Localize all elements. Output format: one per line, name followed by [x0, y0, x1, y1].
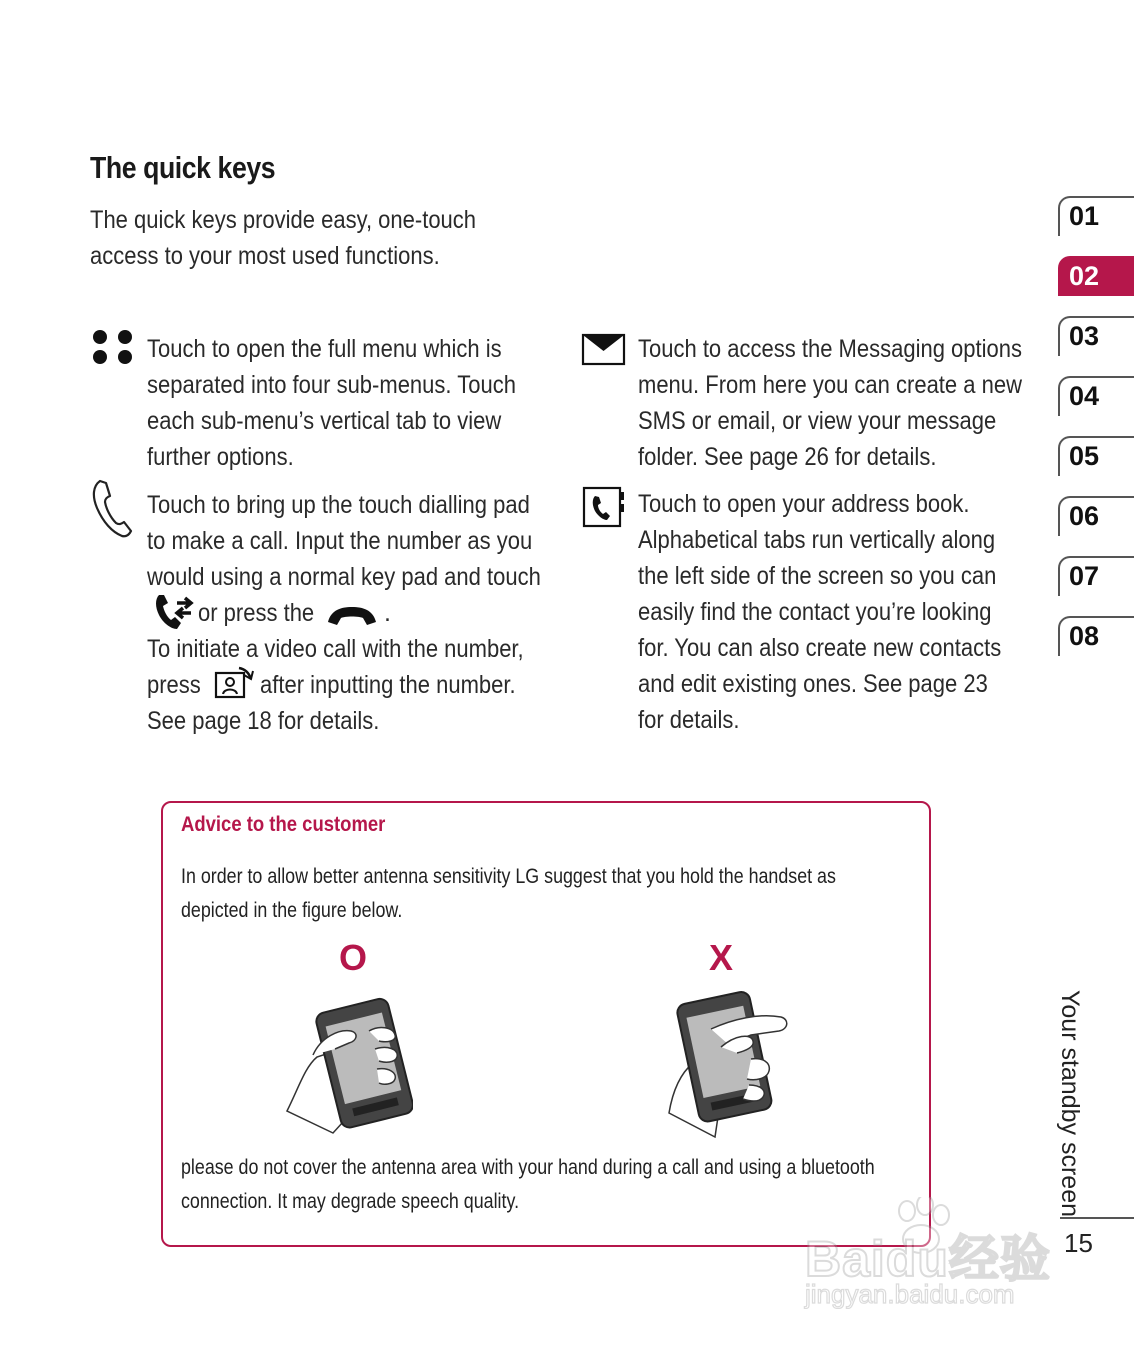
messaging-line: menu. From here you can create a new: [638, 371, 1022, 399]
address-book-line: the left side of the screen so you can: [638, 562, 997, 590]
chapter-tab-05[interactable]: 05: [1058, 436, 1134, 476]
video-call-icon: [213, 665, 255, 701]
phone-handset-icon: [88, 478, 136, 540]
video-press-text: press: [147, 671, 201, 699]
advice-footer-line: please do not cover the antenna area with your hand during a call and using a bluetooth: [181, 1156, 875, 1179]
advice-text-line: In order to allow better antenna sensitivity LG suggest that you hold the handset as: [181, 865, 836, 888]
menu-key-description: [147, 331, 566, 475]
chapter-tab-06[interactable]: 06: [1058, 496, 1134, 536]
chapter-tab-08[interactable]: 08: [1058, 616, 1134, 656]
messaging-line: Touch to access the Messaging options: [638, 335, 1023, 363]
intro-paragraph: [90, 202, 529, 274]
chapter-tab-04[interactable]: 04: [1058, 376, 1134, 416]
messaging-line: SMS or email, or view your message: [638, 407, 997, 435]
menu-key-line: Touch to open the full menu which is: [147, 335, 502, 363]
watermark-url: jingyan.baidu.com: [805, 1279, 1015, 1309]
dialler-see-page: See page 18 for details.: [147, 707, 380, 735]
address-book-line: and edit existing ones. See page 23: [638, 670, 988, 698]
dialler-or-press-text: or press the: [198, 599, 315, 627]
address-book-description: [638, 486, 1051, 738]
video-after-text: after inputting the number.: [260, 671, 516, 699]
messaging-description: [638, 331, 1074, 475]
video-call-inline-row: [147, 667, 595, 703]
section-side-label: [1054, 990, 1084, 1218]
chapter-tab-02[interactable]: 02: [1058, 256, 1134, 296]
baidu-watermark: [805, 1205, 1065, 1315]
page-number: 15: [1064, 1228, 1093, 1258]
page-number-rule: [1060, 1217, 1134, 1219]
incorrect-grip-illustration: [663, 989, 803, 1139]
advice-footer-line: connection. It may degrade speech quality.: [181, 1190, 520, 1213]
dialler-line: Touch to bring up the touch dialling pad: [147, 491, 530, 519]
menu-key-line: further options.: [147, 443, 294, 471]
dialler-inline-row: [147, 595, 595, 631]
dialler-key-description: [147, 487, 595, 739]
address-book-line: for details.: [638, 706, 740, 734]
menu-key-line: separated into four sub-menus. Touch: [147, 371, 516, 399]
correct-grip-illustration: [283, 991, 413, 1137]
dialler-line: to make a call. Input the number as you: [147, 527, 533, 555]
chapter-tab-01[interactable]: 01: [1058, 196, 1134, 236]
call-key-icon: [325, 605, 379, 627]
call-send-icon: [153, 591, 195, 631]
watermark-logo-text: Baidu经验: [805, 1231, 1051, 1287]
advice-text: [181, 860, 951, 928]
intro-line: The quick keys provide easy, one-touch: [90, 206, 477, 234]
advice-text-line: depicted in the figure below.: [181, 899, 403, 922]
menu-grid-icon: [91, 328, 135, 366]
section-label-text: Your standby screen: [1056, 990, 1084, 1218]
advice-box: [161, 801, 931, 1247]
address-book-line: for. You can also create new contacts: [638, 634, 1002, 662]
video-call-line: To initiate a video call with the number,: [147, 635, 524, 663]
address-book-line: Touch to open your address book.: [638, 490, 970, 518]
intro-line: access to your most used functions.: [90, 242, 440, 270]
incorrect-hold-mark: X: [709, 937, 734, 978]
address-book-line: easily find the contact you’re looking: [638, 598, 992, 626]
address-book-line: Alphabetical tabs run vertically along: [638, 526, 996, 554]
messaging-line: folder. See page 26 for details.: [638, 443, 937, 471]
section-heading: The quick keys: [90, 150, 276, 185]
correct-hold-mark: O: [339, 937, 368, 978]
chapter-tab-03[interactable]: 03: [1058, 316, 1134, 356]
messaging-envelope-icon: [581, 333, 627, 367]
dialler-period: .: [384, 599, 391, 627]
menu-key-line: each sub-menu’s vertical tab to view: [147, 407, 502, 435]
address-book-icon: [581, 484, 627, 530]
chapter-tab-07[interactable]: 07: [1058, 556, 1134, 596]
advice-title: Advice to the customer: [181, 813, 386, 836]
dialler-line: would using a normal key pad and touch: [147, 563, 541, 591]
